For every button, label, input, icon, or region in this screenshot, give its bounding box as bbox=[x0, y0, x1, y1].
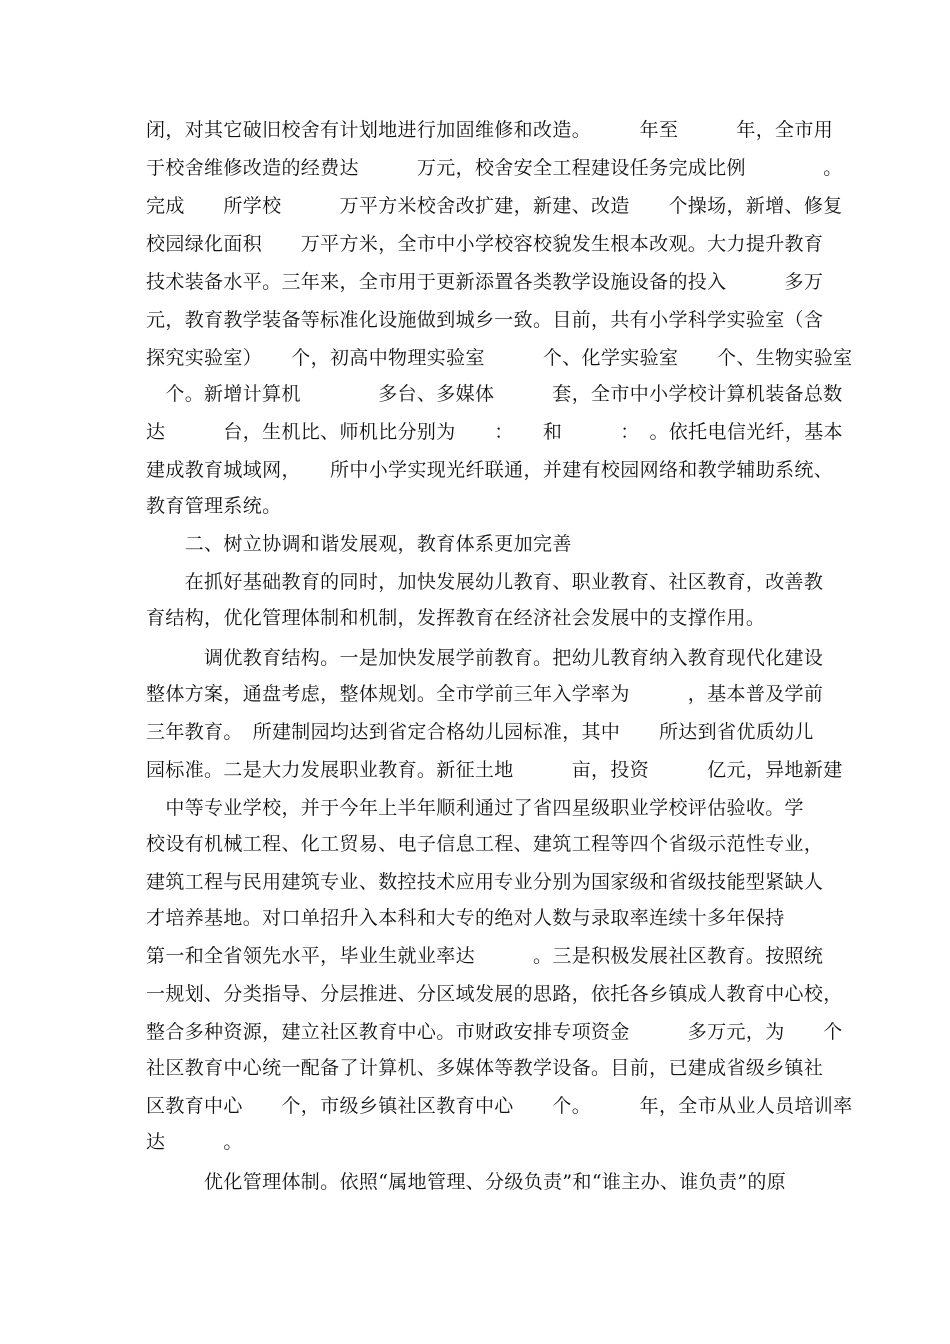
text-line: 整体方案，通盘考虑，整体规划。全市学前三年入学率为 ，基本普及学前 bbox=[146, 683, 824, 705]
text-line: 第一和全省领先水平，毕业生就业率达 。三是积极发展社区教育。按照统 bbox=[146, 945, 824, 967]
text-line: 社区教育中心统一配备了计算机、多媒体等教学设备。目前，已建成省级乡镇社 bbox=[146, 1057, 824, 1079]
section-heading: 二、树立协调和谐发展观，教育体系更加完善 bbox=[146, 533, 572, 555]
text-line: 校园绿化面积 万平方米，全市中小学校容校貌发生根本改观。大力提升教育 bbox=[146, 233, 824, 255]
text-line: 探究实验室） 个，初高中物理实验室 个、化学实验室 个、生物实验室 bbox=[146, 347, 853, 369]
text-line: 建成教育城域网， 所中小学实现光纤联通，并建有校园网络和教学辅助系统、 bbox=[146, 459, 834, 481]
text-line: 在抓好基础教育的同时，加快发展幼儿教育、职业教育、社区教育，改善教 bbox=[146, 571, 824, 593]
text-line: 中等专业学校，并于今年上半年顺利通过了省四星级职业学校评估验收。学 bbox=[146, 797, 804, 819]
text-line: 闭，对其它破旧校舍有计划地进行加固维修和改造。 年至 年，全市用 bbox=[146, 119, 834, 141]
text-line: 建筑工程与民用建筑专业、数控技术应用专业分别为国家级和省级技能型紧缺人 bbox=[146, 871, 824, 893]
text-line: 育结构，优化管理体制和机制，发挥教育在经济社会发展中的支撑作用。 bbox=[146, 607, 766, 629]
text-line: 技术装备水平。三年来，全市用于更新添置各类教学设施设备的投入 多万 bbox=[146, 271, 824, 293]
text-line: 整合多种资源，建立社区教育中心。市财政安排专项资金 多万元，为 个 bbox=[146, 1021, 843, 1043]
text-line: 三年教育。 所建制园均达到省定合格幼儿园标准，其中 所达到省优质幼儿 bbox=[146, 721, 814, 743]
text-line: 教育管理系统。 bbox=[146, 495, 282, 517]
text-line: 个。新增计算机 多台、多媒体 套，全市中小学校计算机装备总数 bbox=[146, 383, 843, 405]
text-line: 元，教育教学装备等标准化设施做到城乡一致。目前，共有小学科学实验室（含 bbox=[146, 309, 824, 331]
text-line: 于校舍维修改造的经费达 万元，校舍安全工程建设任务完成比例 。 bbox=[146, 157, 843, 179]
text-line: 优化管理体制。依照“属地管理、分级负责”和“谁主办、谁负责”的原 bbox=[146, 1171, 787, 1193]
text-line: 才培养基地。对口单招升入本科和大专的绝对人数与录取率连续十多年保持 bbox=[146, 907, 785, 929]
text-line: 调优教育结构。一是加快发展学前教育。把幼儿教育纳入教育现代化建设 bbox=[146, 647, 824, 669]
text-line: 区教育中心 个，市级乡镇社区教育中心 个。 年，全市从业人员培训率 bbox=[146, 1095, 853, 1117]
text-line: 校设有机械工程、化工贸易、电子信息工程、建筑工程等四个省级示范性专业， bbox=[146, 833, 824, 855]
text-line: 达 台，生机比、师机比分别为 ： 和 ： 。依托电信光纤，基本 bbox=[146, 421, 843, 443]
text-line: 一规划、分类指导、分层推进、分区域发展的思路，依托各乡镇成人教育中心校， bbox=[146, 983, 843, 1005]
text-line: 达 。 bbox=[146, 1131, 243, 1153]
text-line: 完成 所学校 万平方米校舍改扩建，新建、改造 个操场，新增、修复 bbox=[146, 195, 843, 217]
text-line: 园标准。二是大力发展职业教育。新征土地 亩，投资 亿元，异地新建 bbox=[146, 759, 843, 781]
